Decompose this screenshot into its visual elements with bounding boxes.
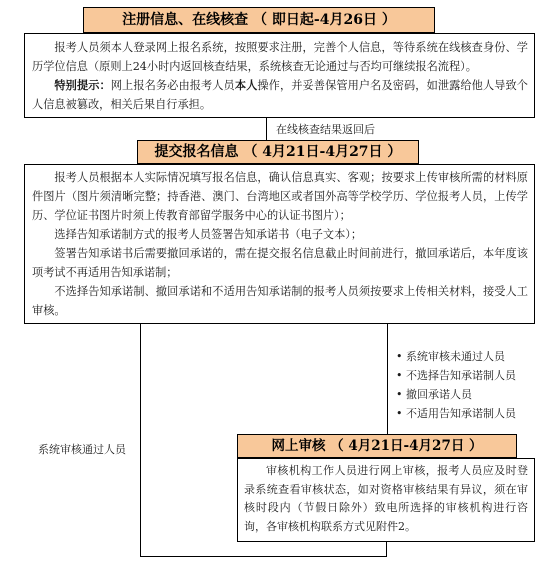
step2-paragraph-commitment: 选择告知承诺制方式的报考人员签署告知承诺书（电子文本）； bbox=[54, 228, 363, 241]
step2-paragraph-materials: 报考人员根据本人实际情况填写报名信息，确认信息真实、客观；按要求上传审核所需的材料原件图片（图片须清晰完整；持香港、澳门、台湾地区或者国外高等学校学历、学位报考人员，上传学历、学位证书图片时须上传教育部留学服务中心的认证书图片）； bbox=[32, 171, 528, 222]
step1-body bbox=[32, 38, 528, 114]
step1-warning bbox=[32, 76, 528, 114]
list-item: • 不适用告知承诺制人员 bbox=[396, 407, 516, 420]
step2-paragraph-withdraw: 签署告知承诺书后需要撤回承诺的，需在提交报名信息截止时间前进行，撤回承诺后，本年度该项考试不再适用告知承诺制； bbox=[32, 247, 528, 279]
bottom-join-line bbox=[140, 556, 387, 557]
connector-label: 在线核查结果返回后 bbox=[276, 123, 375, 136]
warning-label: 特别提示： bbox=[54, 78, 111, 92]
step1-paragraph: 报考人员须本人登录网上报名系统，按照要求注册，完善个人信息，等待系统在线核查身份、学历学位信息（原则上24小时内返回核查结果，系统核查无论通过与否均可继续报名流程）。 bbox=[32, 41, 528, 73]
step2-body bbox=[32, 168, 528, 320]
step3-paragraph: 审核机构工作人员进行网上审核，报考人员应及时登录系统查看审核状态，如对资格审核结果有异议，须在审核时段内（节假日除外）致电所选择的审核机构进行咨询，各审核机构联系方式见附件2。 bbox=[244, 464, 528, 533]
left-branch-line bbox=[140, 324, 141, 557]
warning-text-bold: 本人 bbox=[234, 78, 258, 92]
step2-paragraph-manual-review: 不选择告知承诺制、撤回承诺和不适用告知承诺制的报考人员须按要求上传相关材料，接受人工审核。 bbox=[32, 285, 528, 317]
system-approved-label: 系统审核通过人员 bbox=[38, 443, 126, 456]
list-item: • 系统审核未通过人员 bbox=[396, 350, 505, 363]
warning-text-a: 网上报名务必由报考人员 bbox=[110, 79, 235, 92]
bottom-join-line-right bbox=[386, 541, 387, 557]
step1-title: 注册信息、在线核查 （ 即日起-4月26日 ） bbox=[83, 7, 435, 33]
list-item: • 撤回承诺人员 bbox=[396, 388, 472, 401]
manual-review-list bbox=[396, 347, 516, 423]
list-item: • 不选择告知承诺制人员 bbox=[396, 369, 516, 382]
step2-title: 提交报名信息 （ 4月21日-4月27日 ） bbox=[137, 140, 419, 164]
connector-step1-step2 bbox=[266, 118, 267, 140]
warning-text-b: 操作，并妥善保管用户名及密码，如泄露给他人导致个人信息被篡改，相关后果自行承担。 bbox=[32, 79, 528, 111]
step3-body bbox=[244, 462, 528, 536]
right-branch-line bbox=[387, 324, 388, 434]
step3-title: 网上审核 （ 4月21日-4月27日 ） bbox=[237, 434, 517, 458]
